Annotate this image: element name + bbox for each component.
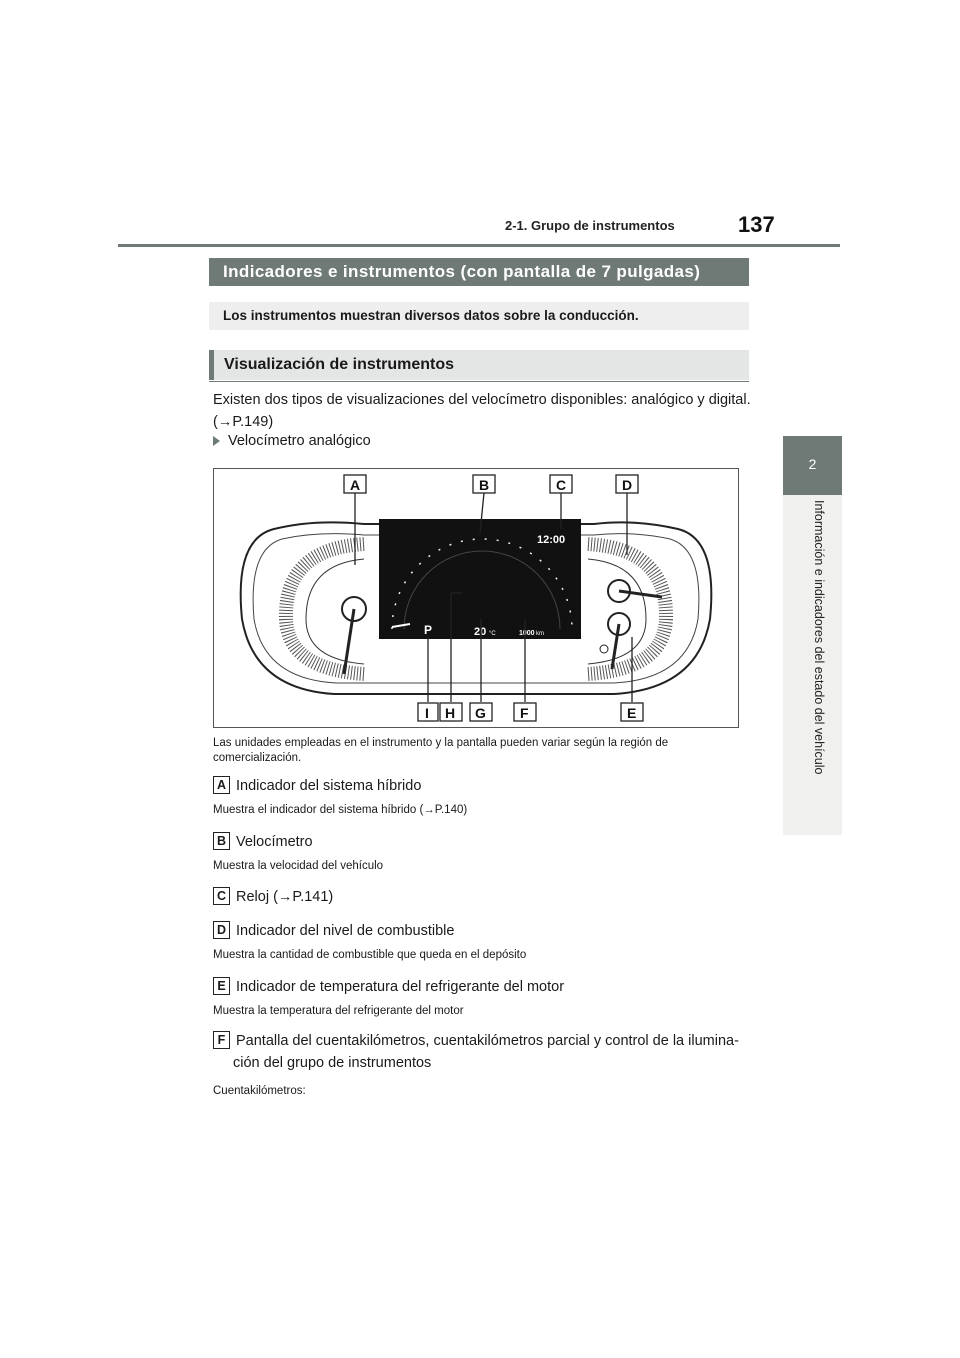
subheading: Visualización de instrumentos — [209, 350, 749, 380]
item-title: Indicador del nivel de combustible — [236, 923, 455, 939]
callout-A: A — [350, 477, 361, 493]
odo-display: 1000 — [519, 630, 535, 637]
header-rule — [118, 244, 840, 247]
item-E — [213, 977, 564, 995]
instrument-cluster-figure — [213, 468, 739, 728]
callout-H: H — [445, 705, 456, 721]
item-title: Indicador del sistema híbrido — [236, 778, 422, 794]
item-title-line-1: Pantalla del cuentakilómetros, cuentakilómetros parcial y control de la ilumina- — [236, 1033, 739, 1049]
item-title: Indicador de temperatura del refrigerante del motor — [236, 979, 565, 995]
bullet-text: Velocímetro analógico — [228, 433, 371, 449]
callout-E: E — [627, 705, 637, 721]
item-title: Velocímetro — [236, 834, 313, 850]
item-title: Reloj (→P.141) — [236, 889, 334, 905]
item-A — [213, 776, 421, 794]
page-title: Indicadores e instrumentos (con pantalla de 7 pulgadas) — [209, 258, 749, 286]
label-box: F — [213, 1031, 230, 1049]
callout-C: C — [556, 477, 567, 493]
callout-D: D — [622, 477, 633, 493]
callout-G: G — [475, 705, 486, 721]
lead-text: Los instrumentos muestran diversos datos sobre la conducción. — [209, 302, 749, 330]
label-box: C — [213, 887, 230, 905]
intro-line-2: (→P.149) — [213, 414, 274, 430]
item-A-desc: Muestra el indicador del sistema híbrido (→P.140) — [213, 804, 468, 816]
intro-paragraph — [213, 389, 753, 433]
item-D — [213, 921, 454, 939]
bullet-item — [213, 433, 371, 449]
odo-unit: km — [536, 631, 544, 637]
callout-B: B — [479, 477, 490, 493]
gear-display: P — [424, 623, 433, 637]
item-F — [213, 1030, 743, 1074]
item-E-desc: Muestra la temperatura del refrigerante del motor — [213, 1005, 464, 1017]
item-title-line-2: ción del grupo de instrumentos — [233, 1055, 432, 1071]
callout-I: I — [425, 705, 429, 721]
label-box: A — [213, 776, 230, 794]
triangle-bullet-icon — [213, 436, 220, 446]
callout-F: F — [520, 705, 529, 721]
item-B — [213, 832, 313, 850]
chapter-title-vertical — [812, 500, 836, 830]
cluster-illustration — [214, 469, 738, 727]
intro-line-1: Existen dos tipos de visualizaciones del velocímetro disponibles: analógico y digital. — [213, 392, 751, 408]
clock-display: 12:00 — [537, 534, 566, 546]
figure-caption: Las unidades empleadas en el instrumento y la pantalla pueden variar según la región de comercialización. — [213, 737, 669, 764]
label-box: D — [213, 921, 230, 939]
label-box: B — [213, 832, 230, 850]
subheading-rule — [209, 381, 749, 382]
page-number: 137 — [738, 212, 775, 237]
item-F-desc: Cuentakilómetros: — [213, 1085, 306, 1097]
item-B-desc: Muestra la velocidad del vehículo — [213, 860, 384, 872]
label-box: E — [213, 977, 230, 995]
chapter-number: 2 — [808, 456, 817, 472]
section-header: 2-1. Grupo de instrumentos — [505, 218, 675, 233]
item-C — [213, 887, 333, 905]
temp-display: 20 — [474, 626, 487, 638]
chapter-title: Información e indicadores del estado del vehículo — [812, 500, 826, 775]
temp-unit: °C — [489, 631, 496, 637]
item-D-desc: Muestra la cantidad de combustible que queda en el depósito — [213, 949, 527, 961]
